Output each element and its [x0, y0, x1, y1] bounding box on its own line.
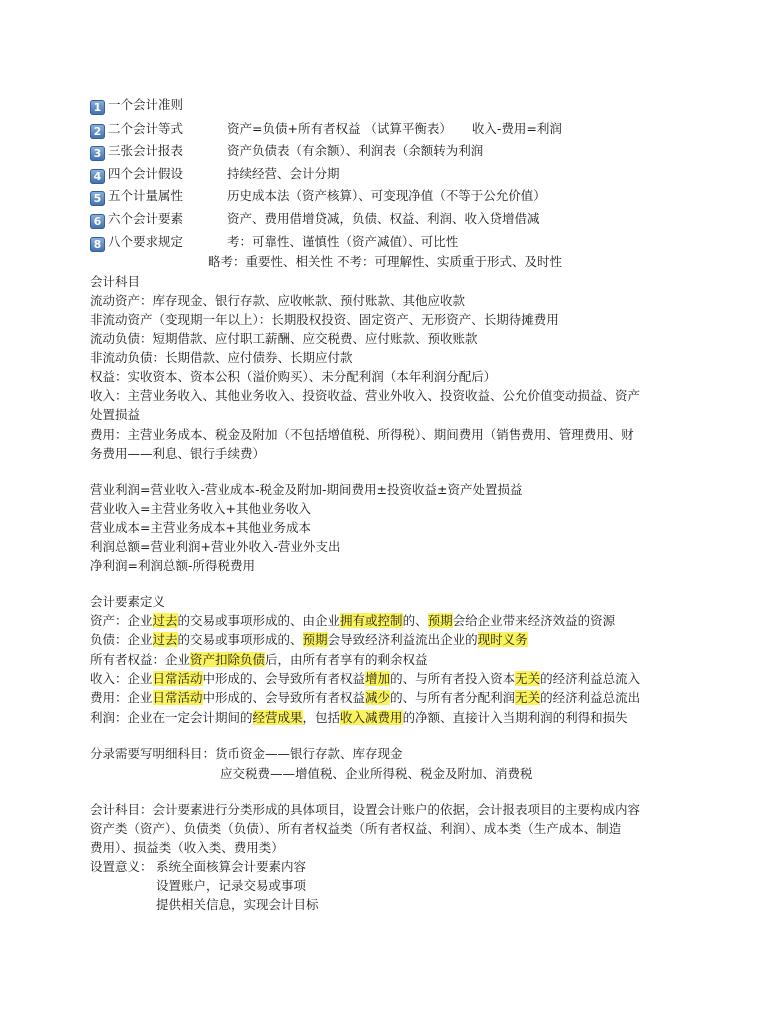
subject-line: 流动资产：库存现金、银行存款、应收帐款、预付账款、其他应收款 [90, 293, 466, 308]
formula-line: 营业利润=营业收入-营业成本-税金及附加-期间费用±投资收益±资产处置损益 [90, 482, 523, 497]
definition-text: 的、与所有者分配利润 [390, 690, 516, 705]
definition-text: 的交易或事项形成的、由企业 [177, 613, 341, 628]
formula-line: 营业成本=主营业务成本+其他业务成本 [90, 520, 311, 535]
principle-content: 历史成本法（资产核算）、可变现净值（不等于公允价值） [227, 188, 546, 203]
number-4-icon: 4 [90, 169, 105, 184]
definition-text: 的经济利益总流出 [540, 690, 641, 705]
definition-text: 利润：企业在一定会计期间的 [90, 710, 253, 725]
definition-income [90, 669, 640, 688]
highlight: 资产扣除负债 [190, 652, 266, 667]
principle-content: 资产负债表（有余额）、利润表（余额转为利润 [227, 143, 484, 158]
subject-line: 流动负债：短期借款、应付职工薪酬、应交税费、应付账款、预收账款 [90, 331, 478, 346]
definition-text: 费用：企业 [90, 690, 153, 705]
account-line: 资产类（资产）、负债类（负债）、所有者权益类（所有者权益、利润）、成本类（生产成本、制造 [90, 821, 622, 836]
meaning-label: 设置意义： [90, 859, 153, 874]
highlight: 过去 [152, 613, 178, 628]
definition-profit [90, 708, 628, 727]
subject-line: 权益：实收资本、资本公积（溢价购买）、未分配利润（本年利润分配后） [90, 369, 497, 384]
detail-line: 应交税费——增值税、企业所得税、税金及附加、消费税 [220, 766, 533, 781]
definition-text: 的经济利益总流入 [540, 671, 641, 686]
principle-label: 六个会计要素 [108, 211, 184, 226]
meaning-item: 提供相关信息，实现会计目标 [156, 897, 319, 912]
principle-row-1 [90, 95, 183, 115]
principle-content: 资产=负债+所有者权益 （试算平衡表） [227, 121, 452, 136]
number-5-icon: 5 [90, 191, 105, 206]
principle-label: 一个会计准则 [108, 97, 184, 112]
number-2-icon: 2 [90, 124, 105, 139]
principle-label: 八个要求规定 [108, 234, 184, 249]
definition-text: 的、与所有者投入资本 [390, 671, 516, 686]
principle-content: 资产、费用借增贷减，负债、权益、利润、收入贷增借减 [227, 211, 540, 226]
definition-text: 的交易或事项形成的、 [177, 632, 303, 647]
definition-text: 会导致经济利益流出企业的 [327, 632, 478, 647]
subject-line: 非流动资产（变现期一年以上）：长期股权投资、固定资产、无形资产、长期待摊费用 [90, 312, 559, 327]
number-6-icon: 6 [90, 214, 105, 229]
definition-asset [90, 611, 615, 630]
subject-line: 收入：主营业务收入、其他业务收入、投资收益、营业外收入、投资收益、公允价值变动损益、资产 [90, 388, 641, 403]
definition-equity [90, 650, 428, 669]
highlight: 增加 [365, 671, 391, 686]
highlight: 减少 [365, 690, 391, 705]
principle-label: 四个会计假设 [108, 166, 184, 181]
highlight: 预期 [427, 613, 453, 628]
meaning-item: 设置账户，记录交易或事项 [156, 878, 307, 893]
meaning-item: 系统全面核算会计要素内容 [156, 859, 307, 874]
principle-label: 三张会计报表 [108, 143, 184, 158]
definition-text: 收入：企业 [90, 671, 153, 686]
principle-content: 持续经营、会计分期 [227, 166, 340, 181]
account-line: 会计科目：会计要素进行分类形成的具体项目，设置会计账户的依据，会计报表项目的主要构成内容 [90, 802, 641, 817]
principle-row-6 [90, 209, 540, 229]
principle-row-5 [90, 186, 546, 206]
definition-text: 所有者权益：企业 [90, 652, 191, 667]
highlight: 经营成果 [252, 710, 303, 725]
subject-line: 非流动负债：长期借款、应付债券、长期应付款 [90, 350, 353, 365]
definition-liability [90, 630, 528, 649]
principle-row-8-extra [208, 252, 562, 271]
principle-row-4 [90, 164, 340, 184]
subject-line: 务费用——利息、银行手续费） [90, 446, 266, 461]
definition-text: 负债：企业 [90, 632, 153, 647]
formula-line: 净利润=利润总额-所得税费用 [90, 558, 255, 573]
definition-text: 的净额、直接计入当期利润的利得和损失 [402, 710, 628, 725]
definition-text: 中形成的、会导致所有者权益 [202, 671, 366, 686]
highlight: 拥有或控制 [340, 613, 403, 628]
principle-content-extra: 略考：重要性、相关性 不考：可理解性、实质重于形式、及时性 [208, 254, 562, 269]
highlight: 无关 [515, 690, 541, 705]
number-8-icon: 8 [90, 237, 105, 252]
highlight: 收入减费用 [340, 710, 403, 725]
highlight: 预期 [302, 632, 328, 647]
principle-row-8 [90, 232, 458, 252]
definition-text: 资产：企业 [90, 613, 153, 628]
highlight: 过去 [152, 632, 178, 647]
definitions-title: 会计要素定义 [90, 594, 166, 609]
number-1-icon: 1 [90, 100, 105, 115]
principle-content: 考：可靠性、谨慎性（资产减值）、可比性 [227, 234, 459, 249]
subject-line: 费用：主营业务成本、税金及附加（不包括增值税、所得税）、期间费用（销售费用、管理费用、财 [90, 427, 634, 442]
principle-label: 二个会计等式 [108, 121, 184, 136]
definition-text: 会给企业带来经济效益的资源 [452, 613, 616, 628]
highlight: 日常活动 [152, 690, 203, 705]
number-3-icon: 3 [90, 146, 105, 161]
meaning-row [90, 857, 306, 876]
definition-text: 后，由所有者享有的剩余权益 [265, 652, 428, 667]
principle-row-2 [90, 119, 562, 139]
highlight: 无关 [515, 671, 541, 686]
principle-label: 五个计量属性 [108, 188, 184, 203]
formula-line: 利润总额=营业利润+营业外收入-营业外支出 [90, 539, 341, 554]
detail-line: 分录需要写明细科目：货币资金——银行存款、库存现金 [90, 746, 403, 761]
principle-row-3 [90, 141, 483, 161]
definition-expense [90, 688, 640, 707]
formula-line: 营业收入=主营业务收入+其他业务收入 [90, 501, 311, 516]
definition-text: 中形成的、会导致所有者权益 [202, 690, 366, 705]
subjects-title: 会计科目 [90, 274, 141, 289]
principle-content-extra: 收入-费用=利润 [471, 121, 562, 136]
definition-text: ，包括 [302, 710, 341, 725]
subject-line: 处置损益 [90, 407, 141, 422]
highlight: 现时义务 [477, 632, 528, 647]
account-line: 费用）、损益类（收入类、费用类） [90, 840, 284, 855]
definition-text: 的、 [402, 613, 428, 628]
highlight: 日常活动 [152, 671, 203, 686]
